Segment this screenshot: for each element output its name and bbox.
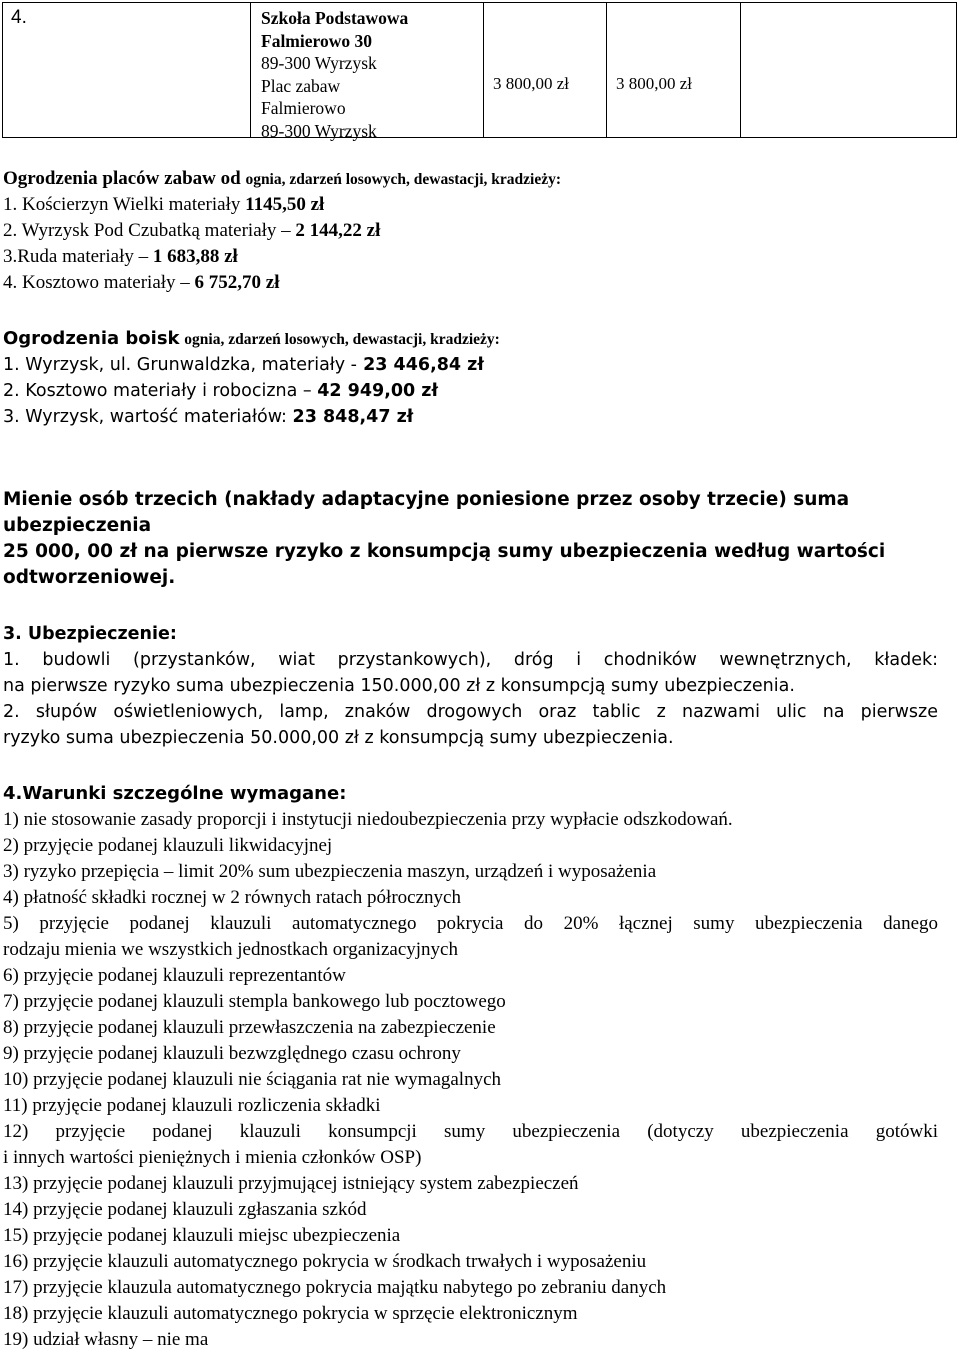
- third-party-line4: odtworzeniowej.: [3, 567, 176, 588]
- section-4-heading: 4.Warunki szczególne wymagane:: [3, 783, 347, 804]
- amount-cell-2: [606, 3, 740, 137]
- place-line2: Falmierowo: [261, 98, 346, 119]
- condition-line: 4) płatność składki rocznej w 2 równych ratach półrocznych: [3, 887, 461, 908]
- condition-line: 15) przyjęcie podanej klauzuli miejsc ubezpieczenia: [3, 1225, 401, 1246]
- section-3-item1-line2: na pierwsze ryzyko suma ubezpieczenia 150.000,00 zł z konsumpcją sumy ubezpieczenia.: [3, 676, 795, 696]
- condition-line: 6) przyjęcie podanej klauzuli reprezentantów: [3, 965, 346, 986]
- condition-line: 16) przyjęcie klauzuli automatycznego pokrycia w środkach trwałych i wyposażeniu: [3, 1251, 647, 1272]
- place-line1: Plac zabaw: [261, 75, 341, 96]
- pitch-fences-section: [3, 326, 500, 430]
- list-item: 2. Wyrzysk Pod Czubatką materiały – 2 144,22 zł: [3, 220, 381, 241]
- place-line3: 89-300 Wyrzysk: [261, 120, 377, 141]
- location-address: [261, 7, 408, 143]
- condition-line: 5) przyjęcie podanej klauzuli automatycznego pokrycia do 20% łącznej sumy ubezpieczenia danego: [3, 913, 938, 934]
- location-cell: [250, 3, 483, 141]
- school-line1: Szkoła Podstawowa: [261, 8, 409, 28]
- playground-fences-section: [3, 166, 561, 296]
- list-item: 3. Wyrzysk, wartość materiałów: 23 848,47 zł: [3, 407, 414, 427]
- insurance-table-row: [2, 2, 957, 141]
- list-item: 4. Kosztowo materiały – 6 752,70 zł: [3, 272, 280, 293]
- condition-line: 18) przyjęcie klauzuli automatycznego pokrycia w sprzęcie elektronicznym: [3, 1303, 578, 1324]
- list-item: 3.Ruda materiały – 1 683,88 zł: [3, 246, 238, 267]
- condition-line: 2) przyjęcie podanej klauzuli likwidacyjnej: [3, 835, 333, 856]
- pitch-heading-bold: Ogrodzenia boisk: [3, 328, 180, 349]
- section-3-item1-line1: 1. budowli (przystanków, wiat przystankowych), dróg i chodników wewnętrznych, kładek:: [3, 650, 938, 670]
- row-number-cell: [3, 3, 250, 137]
- condition-line: 1) nie stosowanie zasady proporcji i instytucji niedoubezpieczenia przy wypłacie odszkodowań.: [3, 809, 733, 830]
- list-item: 1. Kościerzyn Wielki materiały 1145,50 zł: [3, 194, 325, 215]
- school-line2: Falmierowo 30: [261, 30, 372, 51]
- condition-line: 13) przyjęcie podanej klauzuli przyjmującej istniejący system zabezpieczeń: [3, 1173, 579, 1194]
- pitch-heading-rest: ognia, zdarzeń losowych, dewastacji, kradzieży:: [184, 331, 500, 348]
- section-3-heading: 3. Ubezpieczenie:: [3, 624, 177, 644]
- condition-line: rodzaju mienia we wszystkich jednostkach organizacyjnych: [3, 939, 458, 960]
- row-number: 4.: [11, 7, 27, 28]
- amount-cell-1: [483, 3, 606, 137]
- condition-line: 7) przyjęcie podanej klauzuli stempla bankowego lub pocztowego: [3, 991, 506, 1012]
- condition-line: 10) przyjęcie podanej klauzuli nie ściągania rat nie wymagalnych: [3, 1069, 502, 1090]
- amount-1: 3 800,00 zł: [493, 74, 570, 93]
- condition-line: i innych wartości pieniężnych i mienia członków OSP): [3, 1147, 422, 1168]
- playground-heading-rest: ognia, zdarzeń losowych, dewastacji, kradzieży:: [245, 171, 561, 188]
- school-line3: 89-300 Wyrzysk: [261, 53, 377, 74]
- section-3: [3, 621, 938, 751]
- condition-line: 8) przyjęcie podanej klauzuli przewłaszczenia na zabezpieczenie: [3, 1017, 496, 1038]
- section-4: [3, 781, 938, 1353]
- third-party-property-section: [3, 487, 885, 591]
- condition-line: 12) przyjęcie podanej klauzuli konsumpcji sumy ubezpieczenia (dotyczy ubezpieczenia gotówki: [3, 1121, 938, 1142]
- list-item: 1. Wyrzysk, ul. Grunwaldzka, materiały - 23 446,84 zł: [3, 355, 484, 375]
- empty-cell: [740, 3, 958, 137]
- condition-line: 17) przyjęcie klauzula automatycznego pokrycia majątku nabytego po zebraniu danych: [3, 1277, 667, 1298]
- section-3-item2-line2: ryzyko suma ubezpieczenia 50.000,00 zł z konsumpcją sumy ubezpieczenia.: [3, 728, 674, 748]
- list-item: 2. Kosztowo materiały i robocizna – 42 949,00 zł: [3, 381, 438, 401]
- section-3-item2-line1: 2. słupów oświetleniowych, lamp, znaków drogowych oraz tablic z nazwami ulic na pierwsze: [3, 702, 938, 722]
- condition-line: 14) przyjęcie podanej klauzuli zgłaszania szkód: [3, 1199, 367, 1220]
- amount-2: 3 800,00 zł: [616, 74, 693, 93]
- condition-line: 11) przyjęcie podanej klauzuli rozliczenia składki: [3, 1095, 381, 1116]
- playground-heading-bold: Ogrodzenia placów zabaw od: [3, 168, 241, 189]
- third-party-line2: ubezpieczenia: [3, 515, 152, 536]
- condition-line: 19) udział własny – nie ma: [3, 1329, 209, 1350]
- pitch-fences-heading: [3, 326, 500, 352]
- playground-fences-heading: [3, 166, 561, 192]
- condition-line: 9) przyjęcie podanej klauzuli bezwzględnego czasu ochrony: [3, 1043, 461, 1064]
- third-party-line3: 25 000, 00 zł na pierwsze ryzyko z konsumpcją sumy ubezpieczenia według wartości: [3, 541, 886, 562]
- third-party-line1: Mienie osób trzecich (nakłady adaptacyjne poniesione przez osoby trzecie) suma: [3, 489, 850, 510]
- condition-line: 3) ryzyko przepięcia – limit 20% sum ubezpieczenia maszyn, urządzeń i wyposażenia: [3, 861, 657, 882]
